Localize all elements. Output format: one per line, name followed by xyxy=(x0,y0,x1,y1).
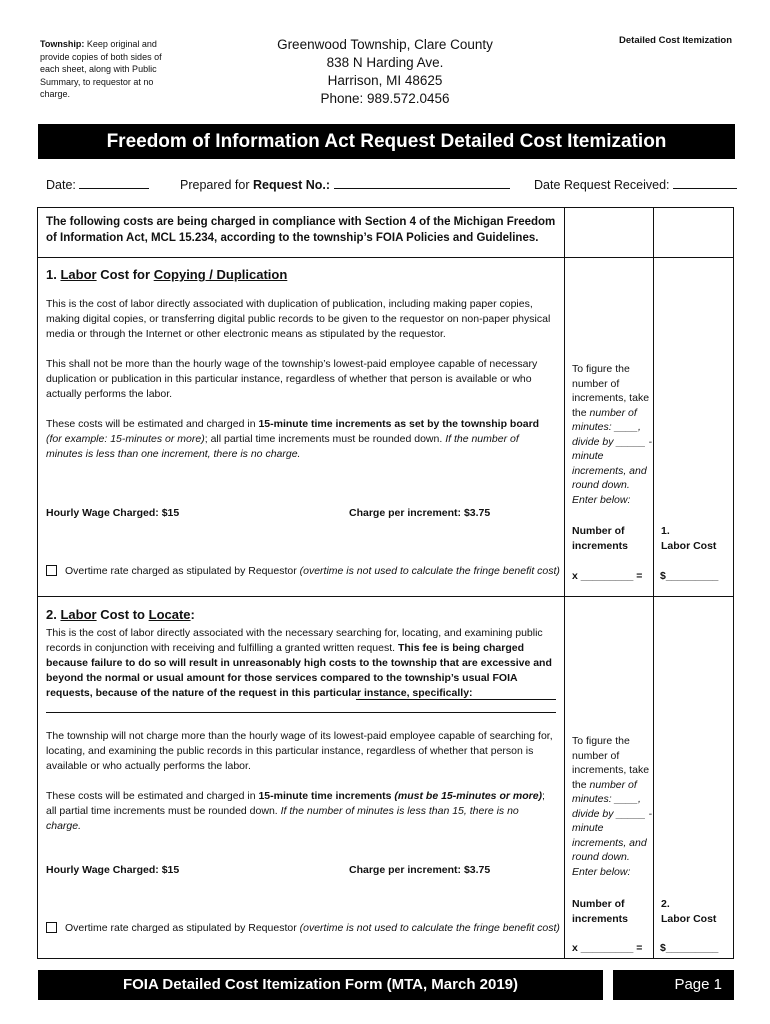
s2p3e: If the number of minutes is less than 15, there is no charge. xyxy=(46,805,519,832)
section-2-specifically-blank-2[interactable] xyxy=(46,712,556,713)
section-2-increment: Charge per increment: $3.75 xyxy=(349,864,491,876)
received-blank[interactable] xyxy=(673,177,737,189)
s1-total-num: 1. xyxy=(661,525,670,537)
s2p1b: This fee is being charged because failure to do so will result in unreasonably high costs to the township that are excessive and beyond the normal or usual amount for those services compared to the township’s usual FOIA requests, because of the nature of the request in this particular instance, specifically: xyxy=(46,642,552,699)
section-1-para-1: This is the cost of labor directly associated with duplication of publication, including making paper copies, making digital copies, or transferring digital public records to be given to the requestor on non-paper physical media or through the Internet or other electronic means as stipulated by the requestor. xyxy=(46,298,551,340)
s2-total-text: Labor Cost xyxy=(661,912,717,925)
s2p3d: ; all partial time increments must be rounded down. xyxy=(46,790,545,817)
address-line-3: Harrison, MI 48625 xyxy=(327,73,443,88)
section-2-total-label xyxy=(661,897,731,926)
section-1-wage: Hourly Wage Charged: $15 xyxy=(46,507,180,519)
section-2-para-3 xyxy=(46,789,554,834)
section-1-increments-input[interactable]: x _________ = xyxy=(572,570,643,582)
section-2-head-c: Locate xyxy=(148,607,191,622)
date-blank[interactable] xyxy=(79,177,149,189)
township-note-text: Keep original and provide copies of both sides of each sheet, along with Public Summary, to requestor at no charge. xyxy=(40,39,162,99)
date-label: Date: xyxy=(46,178,76,192)
section-2-number: 2. xyxy=(46,607,57,622)
section-2-wage: Hourly Wage Charged: $15 xyxy=(46,864,180,876)
section-2-instructions xyxy=(572,734,652,879)
s2p3b: 15-minute time increments xyxy=(258,790,392,802)
s1p3b: 15-minute time increments as set by the township board xyxy=(258,418,540,430)
section-2-overtime[interactable] xyxy=(46,921,561,936)
township-note xyxy=(40,38,175,101)
section-1-count-label: Number of increments xyxy=(572,525,629,552)
request-no-blank[interactable] xyxy=(334,177,510,189)
table-row-rule-1 xyxy=(37,257,734,258)
s1p3d: ; all partial time increments must be rounded down. xyxy=(204,433,443,445)
section-2-para-1 xyxy=(46,626,558,701)
section-1-para-2: This shall not be more than the hourly wage of the township’s lowest-paid employee capable of necessary duplication or publication in this particular instance, regardless of whether that person is available or who actually performs the labor. xyxy=(46,358,538,400)
section-1-overtime-checkbox[interactable] xyxy=(46,565,57,576)
date-field[interactable] xyxy=(46,177,149,192)
section-1-head-b: Cost for xyxy=(100,267,151,282)
received-field[interactable] xyxy=(534,177,737,192)
s2-ot-b: (overtime is not used to calculate the fringe benefit cost) xyxy=(299,922,560,934)
s2-side-b: number of minutes: xyxy=(572,778,637,805)
received-label: Date Request Received: xyxy=(534,178,670,192)
table-divider-2 xyxy=(653,207,654,959)
table-divider-1 xyxy=(564,207,565,959)
section-2-para-2: The township will not charge more than the hourly wage of its lowest-paid employee capable of searching for, locating, and examining the public records in this particular instance, regardless of whether that person is available or who actually performs the labor. xyxy=(46,730,553,772)
section-1-instructions xyxy=(572,362,652,507)
s2-ot-a: Overtime rate charged as stipulated by Requestor xyxy=(65,922,297,934)
section-2-head-b: Cost to xyxy=(100,607,145,622)
section-2-head-a: Labor xyxy=(60,607,97,622)
prepared-label: Prepared for xyxy=(180,178,250,192)
page-number: Page 1 xyxy=(613,970,734,1000)
section-1-number: 1. xyxy=(46,267,57,282)
section-1-head-c: Copying / Duplication xyxy=(153,267,288,282)
page-title: Freedom of Information Act Request Detailed Cost Itemization xyxy=(38,124,735,159)
s2-side-c: ____, divide by _____ -minute increments, and round down. Enter below: xyxy=(572,793,652,878)
s2-side-a: To figure the number of increments, take the xyxy=(572,735,650,791)
section-1-head-a: Labor xyxy=(60,267,97,282)
s1p3a: These costs will be estimated and charged in xyxy=(46,418,256,430)
s1p3c: (for example: 15-minutes or more) xyxy=(46,433,205,445)
section-2-overtime-checkbox[interactable] xyxy=(46,922,57,933)
section-1-overtime[interactable] xyxy=(46,564,561,579)
s1p3e: If the number of minutes is less than one increment, there is no charge. xyxy=(46,433,519,460)
s1-side-c: ____, divide by _____ -minute increments, and round down. Enter below: xyxy=(572,421,652,506)
intro-text: The following costs are being charged in compliance with Section 4 of the Michigan Freedom of Information Act, MCL 15.234, according to the township’s FOIA Policies and Guidelines. xyxy=(46,216,556,244)
section-2-specifically-blank[interactable] xyxy=(356,699,556,700)
address-line-2: 838 N Harding Ave. xyxy=(326,55,444,70)
section-2-heading xyxy=(46,607,195,622)
section-1-heading xyxy=(46,267,287,282)
township-note-label: Township: xyxy=(40,39,85,49)
s1-side-a: To figure the number of increments, take the xyxy=(572,363,650,419)
section-1-increment: Charge per increment: $3.75 xyxy=(349,507,491,519)
request-label: Request No.: xyxy=(252,178,331,192)
section-1-cost-input[interactable]: $_________ xyxy=(660,570,719,582)
request-no-field[interactable] xyxy=(180,177,510,192)
section-2-cost-input[interactable]: $_________ xyxy=(660,942,719,954)
section-2-increments-input[interactable]: x _________ = xyxy=(572,942,643,954)
corner-label: Detailed Cost Itemization xyxy=(619,35,732,46)
section-2-count-label: Number of increments xyxy=(572,898,629,925)
s2p1a: This is the cost of labor directly associated with the necessary searching for, locating, and examining public records in conjunction with receiving and fulfilling a granted written request. xyxy=(46,627,543,654)
s2p3a: These costs will be estimated and charged in xyxy=(46,790,256,802)
table-row-rule-2 xyxy=(37,596,734,597)
s2-total-num: 2. xyxy=(661,898,670,910)
s1-ot-a: Overtime rate charged as stipulated by Requestor xyxy=(65,565,297,577)
section-1-total-label xyxy=(661,524,731,553)
s1-total-text: Labor Cost xyxy=(661,539,717,552)
section-1-para-3 xyxy=(46,417,554,462)
s1-side-b: number of minutes: xyxy=(572,406,637,433)
footer-title: FOIA Detailed Cost Itemization Form (MTA, March 2019) xyxy=(38,970,603,1000)
section-2-colon: : xyxy=(190,607,195,622)
township-address xyxy=(250,36,520,108)
address-line-1: Greenwood Township, Clare County xyxy=(277,37,493,52)
s1-ot-b: (overtime is not used to calculate the fringe benefit cost) xyxy=(299,565,560,577)
address-line-4: Phone: 989.572.0456 xyxy=(320,91,450,106)
s2p3c: (must be 15-minutes or more) xyxy=(394,790,543,802)
